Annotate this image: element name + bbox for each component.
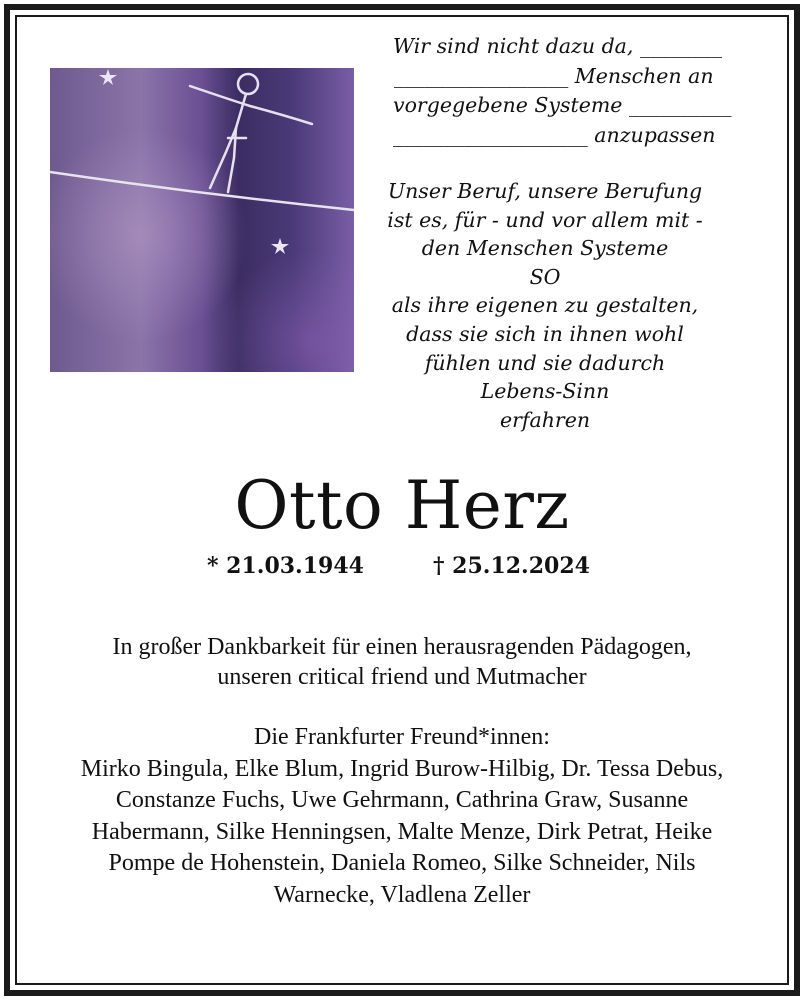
poem-line: SO [529,264,561,289]
signatories-line: Pompe de Hohenstein, Daniela Romeo, Silke Schneider, Nils [108,850,696,876]
poem-intro-line: vorgegebene Systeme __________ [393,93,732,117]
dedication-line: unseren critical friend und Mutmacher [217,664,587,690]
poem-intro-line: ___________________ anzupassen [393,122,716,147]
poem-line: ist es, für - und vor allem mit - [387,207,703,232]
dedication-text [0,632,804,692]
deceased-name: Otto Herz [234,467,570,544]
poem-intro-line: Wir sind nicht dazu da, ________ [393,34,722,58]
signatories-heading: Die Frankfurter Freund*innen: [254,724,550,750]
poem-intro-line: _________________ Menschen an [394,63,714,88]
dedication-line: In großer Dankbarkeit für einen herausragenden Pädagogen, [112,634,692,660]
poem-line: Lebens-Sinn [480,379,610,404]
poem-line: Unser Beruf, unsere Berufung [387,179,703,203]
signatories-line: Mirko Bingula, Elke Blum, Ingrid Burow-Hilbig, Dr. Tessa Debus, [80,755,724,782]
poem-line: fühlen und sie dadurch [424,350,666,375]
signatories-line: Habermann, Silke Henningsen, Malte Menze, Dirk Petrat, Heike [91,818,713,845]
poem-line: den Menschen Systeme [421,236,669,261]
signatories [0,722,804,911]
signatories-line: Constanze Fuchs, Uwe Gehrmann, Cathrina Graw, Susanne [115,787,689,813]
poem-body [380,177,710,434]
signatories-line: Warnecke, Vladlena Zeller [273,881,531,908]
poem-line: als ihre eigenen zu gestalten, [391,293,699,318]
tightrope-walker-image [50,68,354,372]
birth-date: * 21.03.1944 [207,553,364,579]
death-date: † 25.12.2024 [433,553,590,579]
poem-line: dass sie sich in ihnen wohl [406,321,684,346]
poem-line: erfahren [499,407,591,432]
poem-intro [393,32,753,150]
